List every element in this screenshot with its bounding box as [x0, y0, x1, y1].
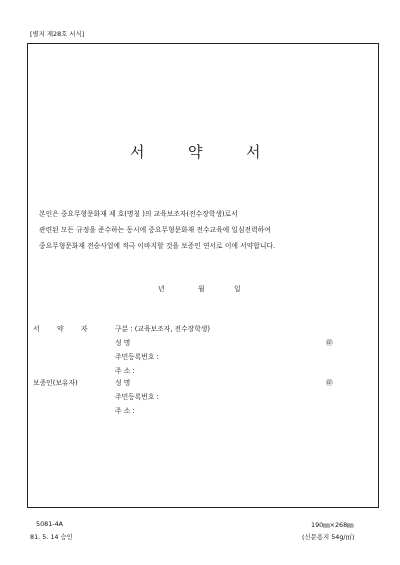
footer-code: 5081-4A — [36, 520, 64, 528]
form-number-label: [별지 제28호 서식] — [30, 30, 85, 38]
guarantor-seal-mark: ㊞ — [326, 379, 333, 387]
title-char-2: 약 — [188, 143, 203, 161]
pledger-id-label: 주민등록번호 : — [115, 353, 159, 361]
guarantor-id-label: 주민등록번호 : — [115, 393, 159, 401]
footer-size: 190㎜×268㎜ — [311, 521, 354, 529]
pledger-type-line: 구분 : (교육보조자, 전수장학생) — [115, 325, 211, 333]
date-year-label: 년 — [158, 285, 165, 293]
title-char-1: 서 — [130, 143, 145, 161]
form-frame — [27, 43, 379, 508]
guarantor-heading: 보증인(보유자) — [33, 379, 78, 387]
date-month-label: 월 — [198, 285, 205, 293]
pledger-heading-char-2: 약 — [57, 325, 64, 333]
body-line-2: 관련된 모든 규정을 준수하는 동시에 중요무형문화재 전수교육에 일심전력하여 — [39, 226, 271, 234]
footer-paper: (신문용지 54g/㎡) — [302, 533, 355, 541]
date-day-label: 일 — [234, 285, 241, 293]
pledger-heading-char-1: 서 — [33, 325, 40, 333]
guarantor-name-label: 성 명 — [115, 379, 131, 387]
footer-approval: 81. 5. 14 승인 — [30, 533, 73, 541]
body-line-1: 본인은 중요무형문화재 제 호(명칭 )의 교육보조자(전수장학생)로서 — [39, 210, 238, 218]
guarantor-address-label: 주 소 : — [115, 407, 135, 415]
title-char-3: 서 — [246, 143, 261, 161]
body-line-3: 중요무형문화재 전승사업에 적극 이바지할 것을 보증인 연서로 이에 서약합니다. — [39, 242, 276, 250]
pledger-name-label: 성 명 — [115, 339, 131, 347]
pledger-address-label: 주 소 : — [115, 367, 135, 375]
pledger-seal-mark: ㊞ — [326, 339, 333, 347]
pledger-heading-char-3: 자 — [81, 325, 88, 333]
